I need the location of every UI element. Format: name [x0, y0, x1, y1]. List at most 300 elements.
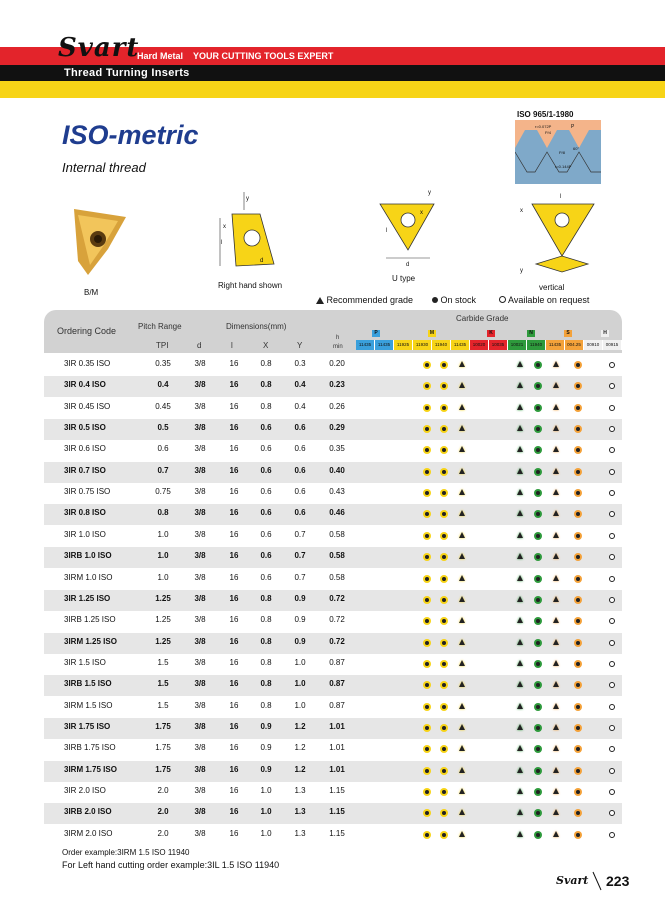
on-stock-icon — [574, 831, 582, 839]
on-stock-icon — [423, 532, 431, 540]
available-icon — [608, 681, 616, 689]
on-stock-icon — [440, 724, 448, 732]
on-stock-icon — [423, 425, 431, 433]
available-icon — [608, 382, 616, 390]
recommended-icon — [516, 767, 524, 775]
recommended-icon — [458, 553, 466, 561]
on-stock-icon — [423, 553, 431, 561]
cell-l: 16 — [229, 359, 239, 368]
on-stock-icon — [574, 553, 582, 561]
on-stock-icon — [534, 660, 542, 668]
grade-cell: 11435 — [375, 340, 394, 350]
cell-x: 0.9 — [260, 764, 272, 774]
recommended-icon — [516, 788, 524, 796]
cell-code: 3IR 1.75 ISO — [64, 721, 111, 731]
grade-cell: 11435 — [451, 340, 470, 350]
on-stock-icon — [423, 831, 431, 839]
cell-y: 0.6 — [294, 423, 306, 433]
on-stock-icon — [440, 660, 448, 668]
rh-l: l — [221, 240, 223, 246]
iso-h5: P/8 — [559, 150, 566, 155]
recommended-icon — [516, 489, 524, 497]
cell-tpi: 1.75 — [155, 743, 171, 753]
cell-l: 16 — [229, 764, 239, 774]
legend-recommended-label: Recommended grade — [326, 295, 414, 305]
section-title: Thread Turning Inserts — [64, 67, 190, 79]
recommended-icon — [458, 617, 466, 625]
table-row — [44, 654, 622, 675]
on-stock-icon — [574, 681, 582, 689]
recommended-icon — [516, 596, 524, 604]
cell-d: 3/8 — [194, 593, 206, 603]
on-stock-icon — [440, 788, 448, 796]
iso-h4: r=0.144P — [555, 164, 572, 169]
v-l: l — [560, 194, 562, 200]
on-stock-icon — [423, 382, 431, 390]
cell-code: 3IR 0.45 ISO — [64, 401, 111, 411]
on-stock-icon — [440, 361, 448, 369]
cell-x: 0.6 — [260, 465, 272, 475]
cell-l: 16 — [229, 508, 239, 518]
cell-h: 0.20 — [329, 359, 345, 368]
recommended-icon — [516, 831, 524, 839]
cell-h: 0.58 — [329, 529, 345, 539]
on-stock-icon — [534, 639, 542, 647]
cell-x: 0.6 — [260, 487, 272, 497]
cell-h: 0.72 — [329, 615, 345, 625]
on-stock-icon — [534, 575, 542, 583]
cell-d: 3/8 — [194, 465, 206, 475]
cell-h: 0.46 — [329, 508, 345, 518]
available-icon — [608, 361, 616, 369]
recommended-icon — [552, 639, 560, 647]
cell-h: 1.15 — [329, 786, 345, 795]
cell-d: 3/8 — [194, 636, 206, 646]
cell-x: 0.8 — [260, 593, 272, 603]
cell-l: 16 — [229, 593, 239, 603]
grade-cell: 10020 — [470, 340, 489, 350]
cell-tpi: 1.0 — [157, 572, 169, 582]
recommended-icon — [516, 446, 524, 454]
recommended-icon — [552, 404, 560, 412]
u-d: d — [406, 262, 410, 268]
cell-code: 3IR 0.6 ISO — [64, 444, 106, 454]
tag-hard-metal: Hard Metal — [137, 51, 184, 61]
on-stock-icon — [534, 703, 542, 711]
on-stock-icon — [574, 575, 582, 583]
cell-d: 3/8 — [194, 743, 206, 753]
cell-d: 3/8 — [194, 401, 206, 411]
cell-x: 0.6 — [260, 572, 272, 582]
on-stock-icon — [423, 489, 431, 497]
cell-d: 3/8 — [194, 572, 206, 582]
on-stock-icon — [440, 446, 448, 454]
on-stock-icon — [423, 404, 431, 412]
cell-y: 1.2 — [294, 764, 306, 774]
on-stock-icon — [574, 468, 582, 476]
cell-d: 3/8 — [194, 423, 206, 433]
cell-code: 3IRM 1.75 ISO — [64, 764, 117, 774]
on-stock-icon — [534, 468, 542, 476]
vertical-diagram — [514, 190, 604, 278]
grade-cell: 10021 — [508, 340, 527, 350]
cell-tpi: 1.25 — [155, 636, 171, 646]
on-stock-icon — [574, 703, 582, 711]
available-icon — [608, 468, 616, 476]
cell-d: 3/8 — [194, 487, 206, 497]
cell-code: 3IR 0.7 ISO — [64, 465, 106, 475]
iso-thread-diagram — [515, 120, 601, 184]
cell-tpi: 1.5 — [157, 700, 169, 710]
triangle-icon — [316, 297, 324, 304]
cell-tpi: 0.75 — [155, 487, 171, 497]
cell-y: 1.2 — [294, 721, 306, 731]
available-icon — [608, 745, 616, 753]
col-ordering-code: Ordering Code — [57, 326, 117, 336]
cell-h: 1.01 — [329, 764, 345, 774]
recommended-icon — [552, 703, 560, 711]
cell-tpi: 1.75 — [155, 721, 171, 731]
on-stock-icon — [440, 809, 448, 817]
cell-tpi: 2.0 — [157, 807, 169, 817]
legend-on-stock-label: On stock — [440, 295, 477, 305]
on-stock-icon — [574, 809, 582, 817]
legend-on-stock — [432, 295, 476, 305]
iso-p: P — [571, 124, 575, 130]
tag-slogan: YOUR CUTTING TOOLS EXPERT — [193, 51, 334, 61]
cell-l: 16 — [229, 743, 239, 753]
recommended-icon — [552, 724, 560, 732]
recommended-icon — [458, 724, 466, 732]
recommended-icon — [552, 489, 560, 497]
available-icon — [608, 617, 616, 625]
brand-logo: Svart — [58, 33, 140, 63]
table-row — [44, 611, 622, 632]
recommended-icon — [516, 575, 524, 583]
on-stock-icon — [534, 831, 542, 839]
available-icon — [608, 596, 616, 604]
on-stock-icon — [534, 446, 542, 454]
on-stock-icon — [440, 510, 448, 518]
recommended-icon — [516, 617, 524, 625]
col-pitch-range: Pitch Range — [138, 322, 182, 331]
sub-tpi: TPI — [156, 341, 169, 350]
cell-l: 16 — [229, 636, 239, 646]
cell-code: 3IRB 1.5 ISO — [64, 679, 112, 689]
cell-tpi: 1.75 — [155, 764, 171, 774]
on-stock-icon — [534, 404, 542, 412]
cell-h: 1.01 — [329, 721, 345, 731]
cell-code: 3IRM 2.0 ISO — [64, 828, 113, 838]
cell-tpi: 0.5 — [157, 423, 169, 433]
sub-l: l — [231, 341, 233, 350]
recommended-icon — [552, 831, 560, 839]
on-stock-icon — [423, 596, 431, 604]
cell-tpi: 1.0 — [157, 551, 169, 561]
cell-y: 1.2 — [294, 743, 306, 753]
u-y: y — [428, 190, 431, 196]
cell-l: 16 — [229, 465, 239, 475]
recommended-icon — [552, 553, 560, 561]
left-hand-example: For Left hand cutting order example:3IL 1.5 ISO 11940 — [62, 860, 280, 870]
available-icon — [608, 724, 616, 732]
cell-tpi: 1.5 — [157, 657, 169, 667]
recommended-icon — [458, 382, 466, 390]
cell-y: 0.7 — [294, 529, 306, 539]
cell-h: 0.35 — [329, 444, 345, 454]
cell-code: 3IR 0.8 ISO — [64, 508, 106, 518]
order-example: Order example:3IRM 1.5 ISO 11940 — [62, 848, 190, 857]
cell-x: 0.6 — [260, 508, 272, 518]
cell-d: 3/8 — [194, 721, 206, 731]
grade-cell: 00915 — [603, 340, 622, 350]
label-bm: B/M — [84, 288, 99, 297]
cell-x: 1.0 — [260, 828, 272, 838]
recommended-icon — [552, 575, 560, 583]
col-dimensions: Dimensions(mm) — [226, 322, 287, 331]
cell-d: 3/8 — [194, 508, 206, 518]
grade-group-s: S — [564, 330, 572, 337]
cell-x: 0.9 — [260, 743, 272, 753]
recommended-icon — [458, 575, 466, 583]
available-icon — [608, 446, 616, 454]
grade-cell: 11435 — [546, 340, 565, 350]
available-icon — [608, 639, 616, 647]
on-stock-icon — [423, 446, 431, 454]
on-stock-icon — [574, 361, 582, 369]
cell-l: 16 — [229, 679, 239, 689]
cell-h: 0.40 — [329, 465, 345, 475]
cell-tpi: 1.0 — [157, 529, 169, 539]
cell-y: 1.0 — [294, 657, 306, 667]
table-row — [44, 825, 622, 846]
on-stock-icon — [423, 660, 431, 668]
recommended-icon — [552, 767, 560, 775]
recommended-icon — [516, 745, 524, 753]
on-stock-icon — [440, 767, 448, 775]
recommended-icon — [516, 724, 524, 732]
cell-l: 16 — [229, 487, 239, 497]
recommended-icon — [552, 681, 560, 689]
page-number: 223 — [606, 873, 630, 889]
table-row — [44, 483, 622, 504]
table-row — [44, 675, 622, 696]
cell-d: 3/8 — [194, 764, 206, 774]
header-yellow-band — [0, 81, 665, 98]
grade-cell: 11930 — [413, 340, 432, 350]
on-stock-icon — [534, 361, 542, 369]
recommended-icon — [516, 809, 524, 817]
cell-x: 0.8 — [260, 657, 272, 667]
available-icon — [608, 703, 616, 711]
on-stock-icon — [423, 745, 431, 753]
on-stock-icon — [574, 724, 582, 732]
rh-d: d — [260, 258, 264, 264]
available-icon — [608, 809, 616, 817]
cell-code: 3IR 0.4 ISO — [64, 380, 106, 390]
recommended-icon — [552, 361, 560, 369]
cell-y: 1.0 — [294, 679, 306, 689]
cell-y: 0.6 — [294, 508, 306, 518]
cell-l: 16 — [229, 828, 239, 838]
grade-cell: 10035 — [489, 340, 508, 350]
on-stock-icon — [574, 510, 582, 518]
recommended-icon — [516, 361, 524, 369]
cell-y: 1.3 — [294, 786, 306, 795]
recommended-icon — [552, 532, 560, 540]
col-carbide-grade: Carbide Grade — [456, 314, 509, 323]
legend-available — [499, 295, 589, 305]
on-stock-icon — [423, 361, 431, 369]
cell-l: 16 — [229, 423, 239, 433]
recommended-icon — [458, 446, 466, 454]
cell-y: 0.9 — [294, 615, 306, 625]
cell-code: 3IR 0.35 ISO — [64, 359, 111, 368]
on-stock-icon — [574, 639, 582, 647]
on-stock-icon — [440, 596, 448, 604]
table-row — [44, 633, 622, 654]
on-stock-icon — [534, 724, 542, 732]
on-stock-icon — [574, 596, 582, 604]
cell-y: 1.3 — [294, 828, 306, 838]
cell-l: 16 — [229, 572, 239, 582]
on-stock-icon — [440, 425, 448, 433]
on-stock-icon — [534, 489, 542, 497]
table-row — [44, 697, 622, 718]
recommended-icon — [552, 510, 560, 518]
cell-code: 3IRB 1.0 ISO — [64, 551, 112, 561]
grade-group-p: P — [372, 330, 380, 337]
recommended-icon — [458, 639, 466, 647]
recommended-icon — [458, 404, 466, 412]
cell-code: 3IR 1.0 ISO — [64, 529, 106, 539]
cell-l: 16 — [229, 444, 239, 454]
on-stock-icon — [534, 809, 542, 817]
cell-code: 3IR 2.0 ISO — [64, 786, 106, 795]
cell-x: 0.8 — [260, 679, 272, 689]
on-stock-icon — [423, 575, 431, 583]
cell-h: 0.72 — [329, 593, 345, 603]
table-row — [44, 526, 622, 547]
cell-l: 16 — [229, 615, 239, 625]
cell-l: 16 — [229, 807, 239, 817]
on-stock-icon — [423, 788, 431, 796]
available-icon — [608, 788, 616, 796]
u-type-diagram — [372, 188, 442, 272]
recommended-icon — [552, 745, 560, 753]
cell-d: 3/8 — [194, 807, 206, 817]
cell-tpi: 0.8 — [157, 508, 169, 518]
recommended-icon — [458, 660, 466, 668]
on-stock-icon — [423, 767, 431, 775]
rh-x: x — [223, 224, 226, 230]
table-row — [44, 569, 622, 590]
cell-tpi: 0.45 — [155, 401, 171, 411]
cell-x: 1.0 — [260, 786, 272, 795]
cell-x: 0.6 — [260, 423, 272, 433]
on-stock-icon — [423, 809, 431, 817]
on-stock-icon — [534, 425, 542, 433]
table-row — [44, 739, 622, 760]
iso-standard-label: ISO 965/1-1980 — [517, 110, 574, 119]
cell-x: 0.6 — [260, 551, 272, 561]
grade-cell: 11925 — [394, 340, 413, 350]
cell-code: 3IRB 1.25 ISO — [64, 615, 116, 625]
label-right-hand: Right hand shown — [218, 281, 283, 290]
table-row — [44, 504, 622, 525]
v-y: y — [520, 268, 523, 274]
cell-h: 0.87 — [329, 700, 345, 710]
cell-l: 16 — [229, 786, 239, 795]
cell-h: 0.72 — [329, 636, 345, 646]
cell-x: 0.8 — [260, 401, 272, 411]
on-stock-icon — [574, 660, 582, 668]
sub-x: X — [263, 341, 269, 350]
on-stock-icon — [423, 639, 431, 647]
on-stock-icon — [534, 596, 542, 604]
table-row — [44, 440, 622, 461]
on-stock-icon — [440, 553, 448, 561]
cell-x: 0.8 — [260, 359, 272, 368]
cell-d: 3/8 — [194, 615, 206, 625]
cell-h: 1.01 — [329, 743, 345, 753]
recommended-icon — [516, 660, 524, 668]
recommended-icon — [516, 639, 524, 647]
sub-h: h — [336, 335, 340, 341]
on-stock-icon — [534, 681, 542, 689]
rh-y: y — [246, 196, 249, 202]
table-row — [44, 547, 622, 568]
cell-code: 3IR 0.75 ISO — [64, 487, 111, 497]
cell-x: 0.6 — [260, 444, 272, 454]
grade-cell: 004.25 — [565, 340, 584, 350]
available-icon — [608, 553, 616, 561]
cell-d: 3/8 — [194, 786, 206, 795]
recommended-icon — [516, 382, 524, 390]
page-title: ISO-metric — [62, 120, 199, 150]
table-row — [44, 803, 622, 824]
label-u-type: U type — [392, 274, 416, 283]
u-l: l — [386, 228, 388, 234]
cell-y: 0.6 — [294, 487, 306, 497]
on-stock-icon — [574, 489, 582, 497]
label-vertical: vertical — [539, 283, 565, 292]
cell-l: 16 — [229, 529, 239, 539]
recommended-icon — [552, 809, 560, 817]
available-icon — [608, 660, 616, 668]
grade-cell: 00910 — [584, 340, 603, 350]
cell-h: 0.87 — [329, 679, 345, 689]
on-stock-icon — [440, 745, 448, 753]
cell-d: 3/8 — [194, 380, 206, 390]
available-icon — [608, 831, 616, 839]
cell-code: 3IR 1.25 ISO — [64, 593, 111, 603]
cell-y: 0.4 — [294, 401, 306, 411]
cell-x: 0.8 — [260, 380, 272, 390]
cell-tpi: 1.25 — [155, 593, 171, 603]
page-subtitle: Internal thread — [62, 160, 146, 175]
recommended-icon — [458, 767, 466, 775]
v-x: x — [520, 208, 523, 214]
cell-h: 1.15 — [329, 828, 345, 838]
on-stock-icon — [423, 724, 431, 732]
cell-code: 3IRB 2.0 ISO — [64, 807, 112, 817]
on-stock-icon — [574, 425, 582, 433]
cell-l: 16 — [229, 657, 239, 667]
recommended-icon — [458, 361, 466, 369]
recommended-icon — [458, 681, 466, 689]
cell-y: 0.4 — [294, 380, 306, 390]
